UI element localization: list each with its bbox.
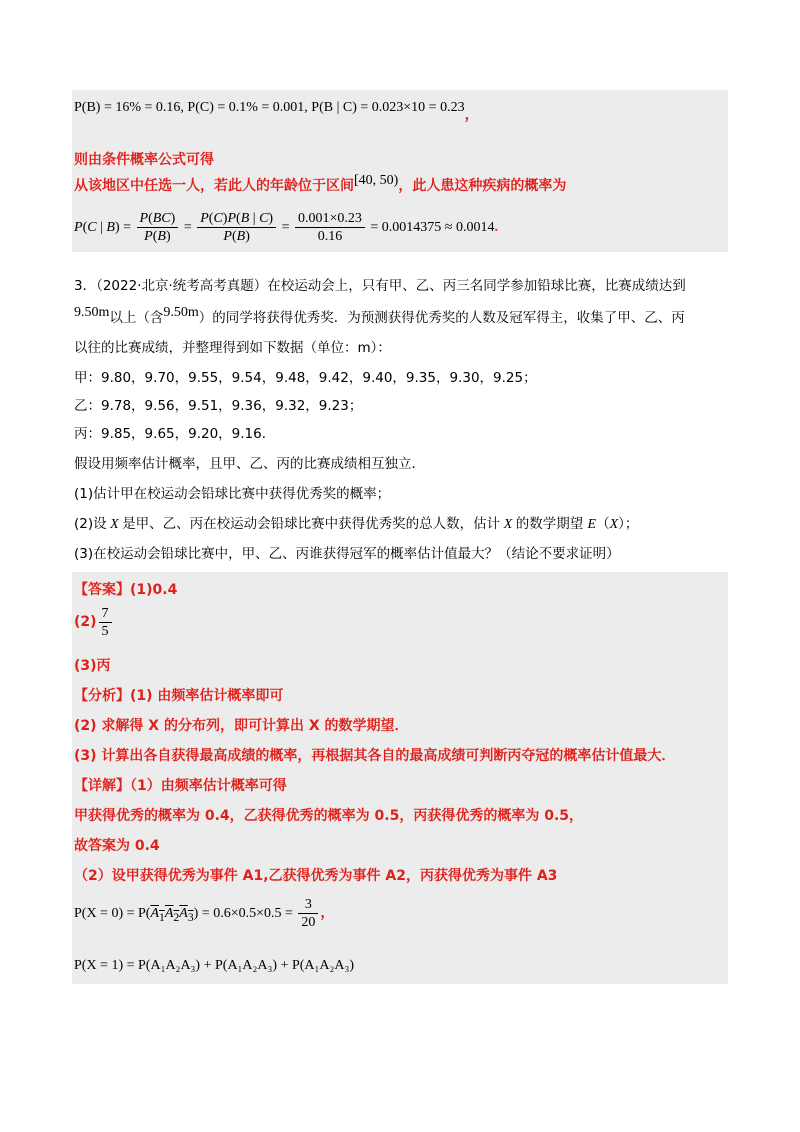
answer-2-den: 5 — [101, 623, 109, 639]
formula-text: P(B) = 16% = 0.16, P(C) = 0.1% = 0.001, P(B | C) = 0.023×10 = 0.23 — [74, 100, 465, 115]
conditional-formula-text: 则由条件概率公式可得 — [74, 152, 214, 168]
q2-d: ； — [624, 516, 639, 532]
interval: [40, 50) — [354, 173, 399, 188]
q2-b: 是甲、乙、丙在校运动会铅球比赛中获得优秀奖的总人数，估计 — [122, 516, 501, 532]
detail-1 — [74, 776, 287, 796]
answer-2-num: 7 — [99, 605, 112, 623]
detail-4: （2）设甲获得优秀为事件 A1,乙获得优秀为事件 A2，丙获得优秀为事件 A3 — [74, 868, 558, 884]
answer-2-prefix: (2) — [74, 614, 97, 630]
question-3: (3)在校运动会铅球比赛中，甲、乙、丙谁获得冠军的概率估计值最大？（结论不要求证明） — [74, 546, 620, 562]
detail-3: 故答案为 0.4 — [74, 838, 160, 854]
px0-equation: $P(X = 0) = P(A_1A_2A_3) = 0.6\times 0.5\times 0.5$ = $\frac{3}{20}$ ， — [74, 897, 335, 931]
detail-label: 【详解】 — [74, 778, 130, 794]
analysis-2: (2) 求解得 X 的分布列，即可计算出 X 的数学期望． — [74, 718, 409, 734]
answer-3: (3)丙 — [74, 658, 111, 674]
trail-comma: ， — [464, 108, 479, 123]
select-person-text — [74, 173, 567, 197]
line2-b: 以上（含 — [109, 310, 164, 326]
detail-2: 甲获得优秀的概率为 0.4，乙获得优秀的概率为 0.5，丙获得优秀的概率为 0.5， — [74, 808, 584, 824]
px0-mid: ) = 0.6×0.5×0.5 = — [193, 906, 293, 921]
px0-num: 3 — [298, 896, 318, 914]
px0-lhs: P(X = 0) = P( — [74, 906, 151, 921]
frac-values: $\frac{0.001\times 0.23}{0.16}$ — [295, 210, 365, 245]
px0-end: ， — [320, 906, 335, 921]
select-text-b: ，此人患这种疾病的概率为 — [398, 178, 567, 194]
analysis-p1: (1) 由频率估计概率即可 — [130, 688, 284, 704]
answer-label: 【答案】 — [74, 582, 130, 598]
conditional-probability-equation: P(C | B) = $\frac{P(BC)}{P(B)}$ = $\frac{P(C)P(B | C)}{P(B)}$ = $\frac{0.001\times 0.23}{0.16}$ = 0.0014375 ≈ 0.0014. — [74, 211, 498, 245]
question-1: (1)估计甲在校运动会铅球比赛中获得优秀奖的概率； — [74, 486, 391, 502]
line2-d: ）的同学将获得优秀奖．为预测获得优秀奖的人数及冠军得主，收集了甲、乙、丙 — [198, 310, 685, 326]
assumption: 假设用频率估计概率，且甲、乙、丙的比赛成绩相互独立． — [74, 456, 425, 472]
answer-2 — [74, 602, 114, 642]
analysis-1 — [74, 686, 283, 706]
data-bing: 丙：9.85，9.65，9.20，9.16． — [74, 426, 276, 442]
problem-line-2 — [74, 305, 685, 329]
px1-equation: P(X = 1) = P(A₁A₂A₃) + P(A₁A₂A₃) + P(A₁A₂A₃) — [74, 958, 355, 973]
threshold-2: 9.50m — [163, 305, 199, 320]
select-text-a: 从该地区中任选一人，若此人的年龄位于区间 — [74, 178, 354, 194]
question-2: (2)设 X 是甲、乙、丙在校运动会铅球比赛中获得优秀奖的总人数，估计 X 的数学期望 E（X）； — [74, 516, 639, 532]
analysis-label: 【分析】 — [74, 688, 130, 704]
formula-probabilities — [74, 98, 479, 123]
answer-1: (1)0.4 — [130, 582, 178, 598]
threshold-1: 9.50m — [74, 305, 110, 320]
eq-result: = 0.0014375 ≈ 0.0014 — [370, 220, 495, 235]
px0-den: 20 — [301, 915, 316, 931]
problem-line-1: 3．（2022·北京·统考高考真题）在校运动会上，只有甲、乙、丙三名同学参加铅球比赛，比赛成绩达到 — [74, 278, 686, 294]
detail-d1: （1）由频率估计概率可得 — [130, 778, 287, 794]
q2-c: 的数学期望 — [515, 516, 584, 532]
q2-a: (2)设 — [74, 516, 107, 532]
px0-fraction — [298, 896, 318, 931]
answer-line — [74, 580, 177, 600]
problem-line-3: 以往的比赛成绩，并整理得到如下数据（单位：m）： — [74, 340, 391, 356]
analysis-3: (3) 计算出各自获得最高成绩的概率，再根据其各自的最高成绩可判断丙夺冠的概率估计值最大． — [74, 748, 676, 764]
frac-bc: $\frac{P(BC)}{P(B)}$ — [137, 210, 179, 245]
data-jia: 甲：9.80，9.70，9.55，9.54，9.48，9.42，9.40，9.35，9.30，9.25； — [74, 370, 537, 386]
eq-end: . — [494, 220, 498, 235]
answer-2-fraction — [99, 605, 112, 640]
data-yi: 乙：9.78，9.56，9.51，9.36，9.32，9.23； — [74, 398, 363, 414]
frac-cbc: $\frac{P(C)P(B | C)}{P(B)}$ — [197, 210, 276, 245]
